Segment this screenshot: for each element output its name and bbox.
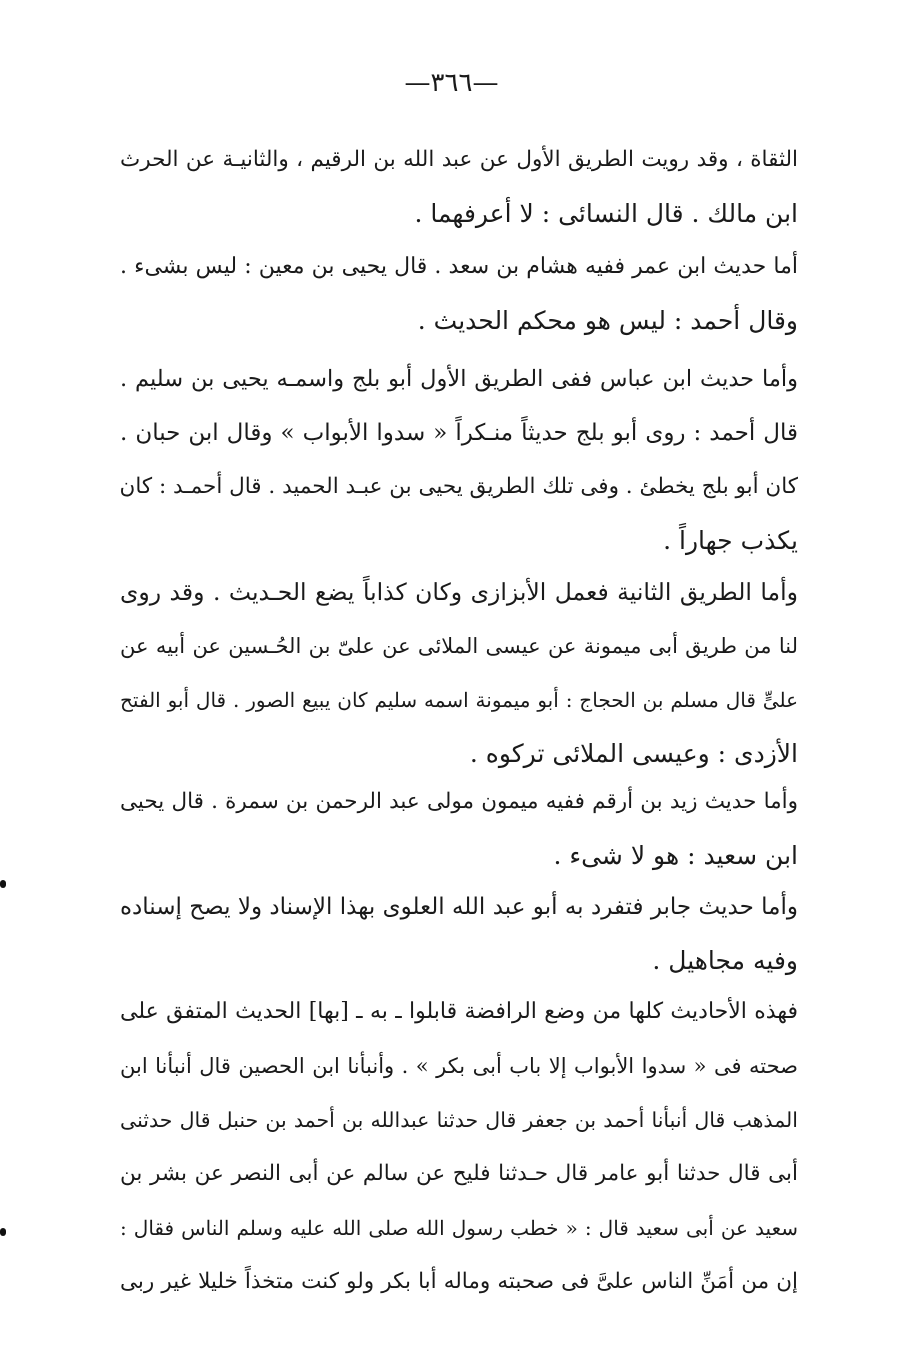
text-line: وأما حديث جابر فتفرد به أبو عبد الله العلوى بهذا الإسناد ولا يصح إسناده <box>120 894 798 920</box>
paragraph-7 <box>120 985 798 1309</box>
text-line: إن من أمَنِّ الناس علىَّ فى صحبته وماله أبا بكر ولو كنت متخذاً خليلا غير ربى <box>120 1269 798 1294</box>
paragraph-4 <box>120 565 798 781</box>
text-line: يكذب جهاراً . <box>663 526 798 555</box>
scan-edge-mark <box>0 880 6 888</box>
text-line: فهذه الأحاديث كلها من وضع الرافضة قابلوا ـ به ـ [بها] الحديث المتفق على <box>120 999 798 1024</box>
text-line: سعيد عن أبى سعيد قال : « خطب رسول الله صلى الله عليه وسلم الناس فقال : <box>120 1216 798 1240</box>
text-line: قال أحمد : روى أبو بلج حديثاً منـكراً « سدوا الأبواب » وقال ابن حبان . <box>120 420 798 446</box>
text-line: كان أبو بلج يخطئ . وفى تلك الطريق يحيى بن عبـد الحميد . قال أحمـد : كان <box>120 474 798 499</box>
text-line: المذهب قال أنبأنا أحمد بن جعفر قال حدثنا عبدالله بن أحمد بن حنبل قال حدثنى <box>120 1108 798 1132</box>
text-line: وقال أحمد : ليس هو محكم الحديث . <box>417 306 798 335</box>
text-line: صحته فى « سدوا الأبواب إلا باب أبى بكر » . وأنبأنا ابن الحصين قال أنبأنا ابن <box>120 1054 798 1078</box>
text-line: الثقاة ، وقد رويت الطريق الأول عن عبد الله بن الرقيم ، والثانيـة عن الحرث <box>120 147 798 172</box>
text-line: الأزدى : وعيسى الملائى تركوه . <box>469 739 798 768</box>
text-line: ابن سعيد : هو لا شىء . <box>553 841 798 870</box>
page-number: —٣٦٦— <box>404 68 499 98</box>
text-line: أما حديث ابن عمر ففيه هشام بن سعد . قال يحيى بن معين : ليس بشىء . <box>120 254 798 279</box>
text-line: وأما حديث زيد بن أرقم ففيه ميمون مولى عبد الرحمن بن سمرة . قال يحيى <box>120 789 798 814</box>
text-line: وفيه مجاهيل . <box>652 946 798 975</box>
paragraph-2 <box>120 240 798 348</box>
scan-edge-mark <box>0 1228 6 1236</box>
text-line: ابن مالك . قال النسائى : لا أعرفهما . <box>414 199 798 228</box>
paragraph-1 <box>120 133 798 241</box>
paragraph-5 <box>120 775 798 883</box>
paragraph-3 <box>120 352 798 568</box>
text-line: لنا من طريق أبى ميمونة عن عيسى الملائى عن علىّ بن الحُـسين عن أبيه عن <box>120 634 798 658</box>
paragraph-6 <box>120 880 798 988</box>
text-line: وأما الطريق الثانية فعمل الأبزازى وكان كذاباً يضع الحـديث . وقد روى <box>120 578 798 606</box>
text-line: علىٍّ قال مسلم بن الحجاج : أبو ميمونة اسمه سليم كان يبيع الصور . قال أبو الفتح <box>120 688 798 712</box>
text-line: أبى قال حدثنا أبو عامر قال حـدثنا فليح عن سالم عن أبى النصر عن بشر بن <box>120 1161 798 1186</box>
text-line: وأما حديث ابن عباس ففى الطريق الأول أبو بلج واسمـه يحيى بن سليم . <box>120 366 798 392</box>
